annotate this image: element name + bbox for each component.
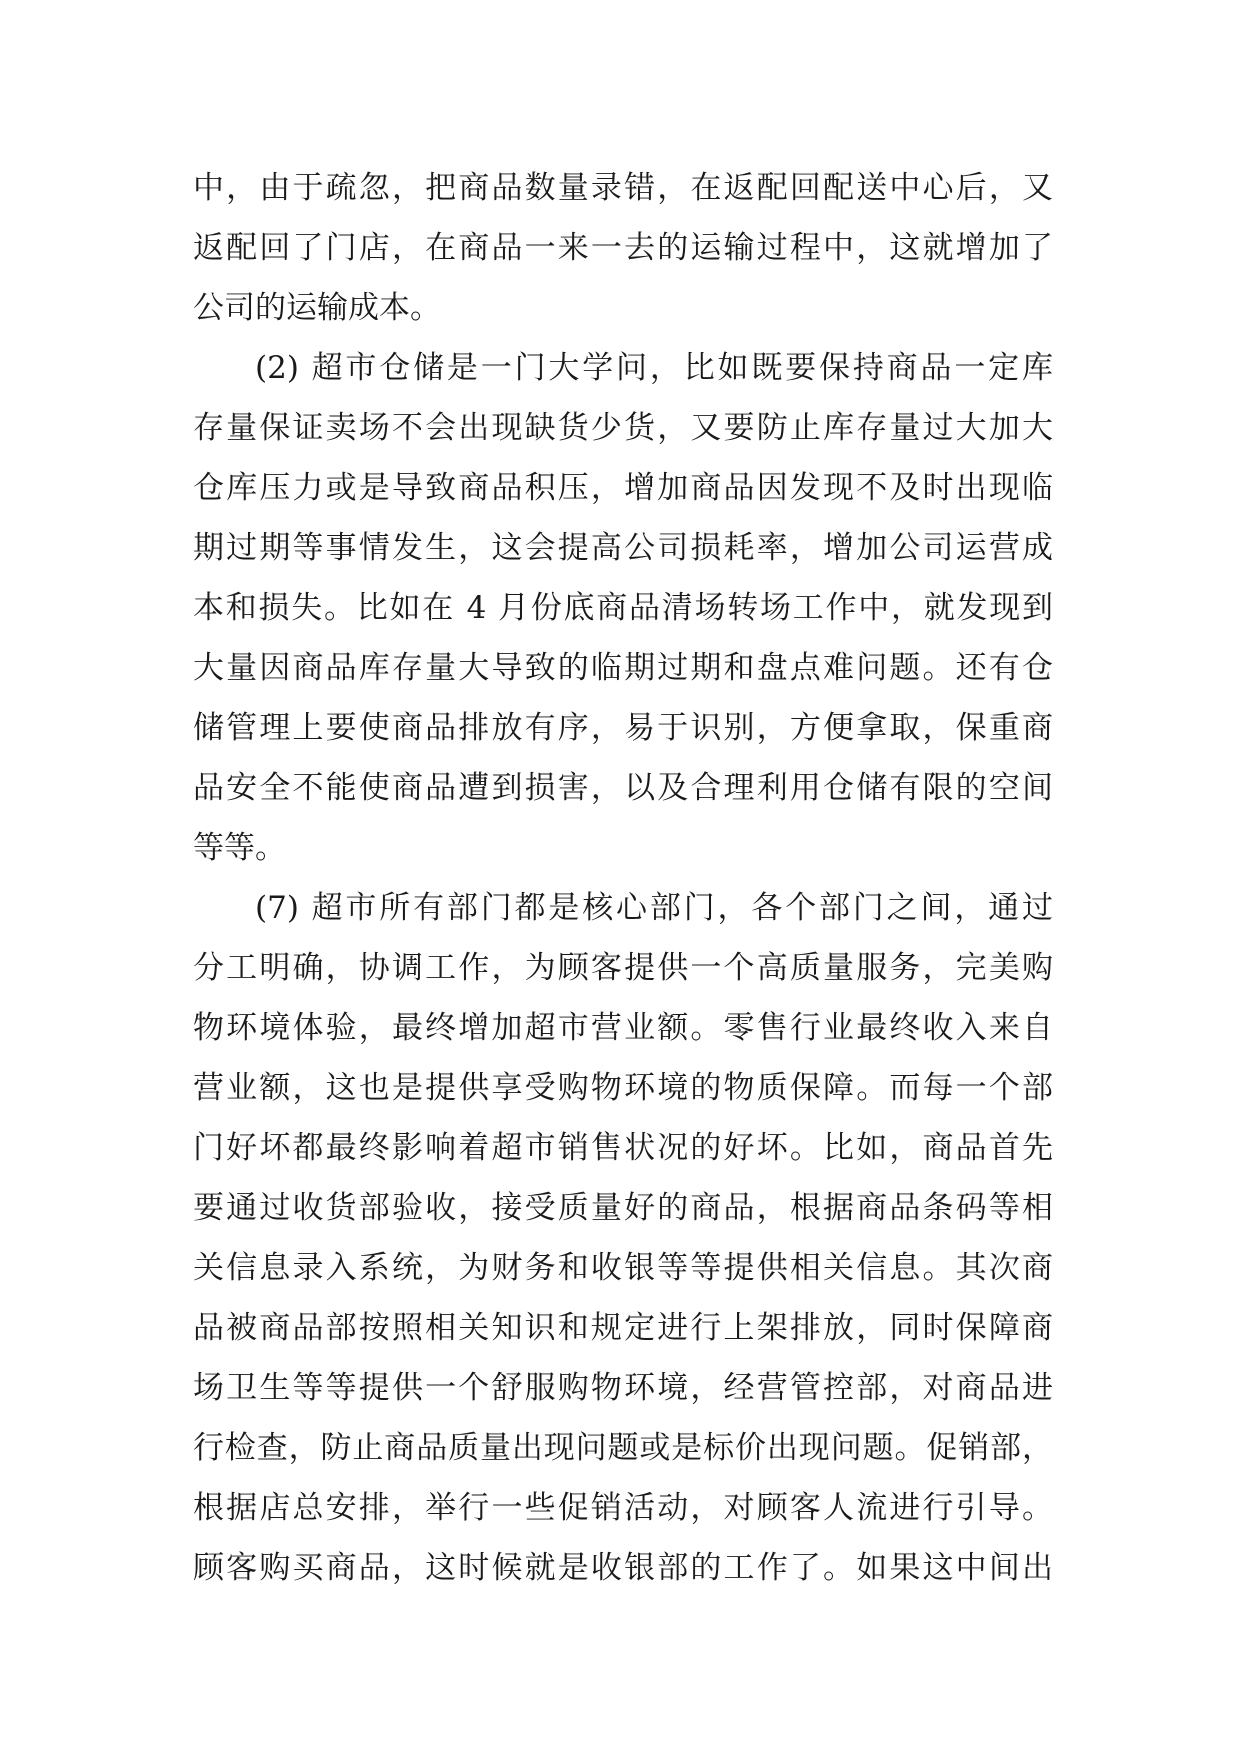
text-line: 本和损失。比如在 4 月份底商品清场转场工作中，就发现到	[193, 590, 1053, 626]
text-line: 品被商品部按照相关知识和规定进行上架排放，同时保障商	[193, 1310, 1053, 1346]
text-line: 营业额，这也是提供享受购物环境的物质保障。而每一个部	[193, 1070, 1053, 1106]
text-line: 根据店总安排，举行一些促销活动，对顾客人流进行引导。	[193, 1490, 1053, 1526]
text-line: 品安全不能使商品遭到损害，以及合理利用仓储有限的空间	[193, 770, 1053, 806]
text-line: 仓库压力或是导致商品积压，增加商品因发现不及时出现临	[193, 470, 1053, 506]
paragraph-continuation	[193, 158, 1053, 338]
text-line: 关信息录入系统，为财务和收银等等提供相关信息。其次商	[193, 1250, 1053, 1286]
text-line: (2) 超市仓储是一门大学问，比如既要保持商品一定库	[255, 350, 1053, 386]
text-line: 行检查，防止商品质量出现问题或是标价出现问题。促销部，	[193, 1430, 1053, 1466]
body-text	[193, 158, 1053, 1598]
text-line: 期过期等事情发生，这会提高公司损耗率，增加公司运营成	[193, 530, 1053, 566]
paragraph-item-2	[193, 338, 1053, 878]
text-line: 分工明确，协调工作，为顾客提供一个高质量服务，完美购	[193, 950, 1053, 986]
text-line: 顾客购买商品，这时候就是收银部的工作了。如果这中间出	[193, 1550, 1053, 1586]
text-line: 公司的运输成本。	[193, 290, 441, 326]
text-line: (7) 超市所有部门都是核心部门，各个部门之间，通过	[255, 890, 1053, 926]
text-line: 返配回了门店，在商品一来一去的运输过程中，这就增加了	[193, 230, 1053, 266]
text-line: 场卫生等等提供一个舒服购物环境，经营管控部，对商品进	[193, 1370, 1053, 1406]
text-line: 要通过收货部验收，接受质量好的商品，根据商品条码等相	[193, 1190, 1053, 1226]
text-line: 大量因商品库存量大导致的临期过期和盘点难问题。还有仓	[193, 650, 1053, 686]
text-line: 中，由于疏忽，把商品数量录错，在返配回配送中心后，又	[193, 170, 1053, 206]
text-line: 储管理上要使商品排放有序，易于识别，方便拿取，保重商	[193, 710, 1053, 746]
text-line: 存量保证卖场不会出现缺货少货，又要防止库存量过大加大	[193, 410, 1053, 446]
text-line: 物环境体验，最终增加超市营业额。零售行业最终收入来自	[193, 1010, 1053, 1046]
paragraph-item-7	[193, 878, 1053, 1598]
text-line: 等等。	[193, 830, 286, 866]
text-line: 门好坏都最终影响着超市销售状况的好坏。比如，商品首先	[193, 1130, 1053, 1166]
